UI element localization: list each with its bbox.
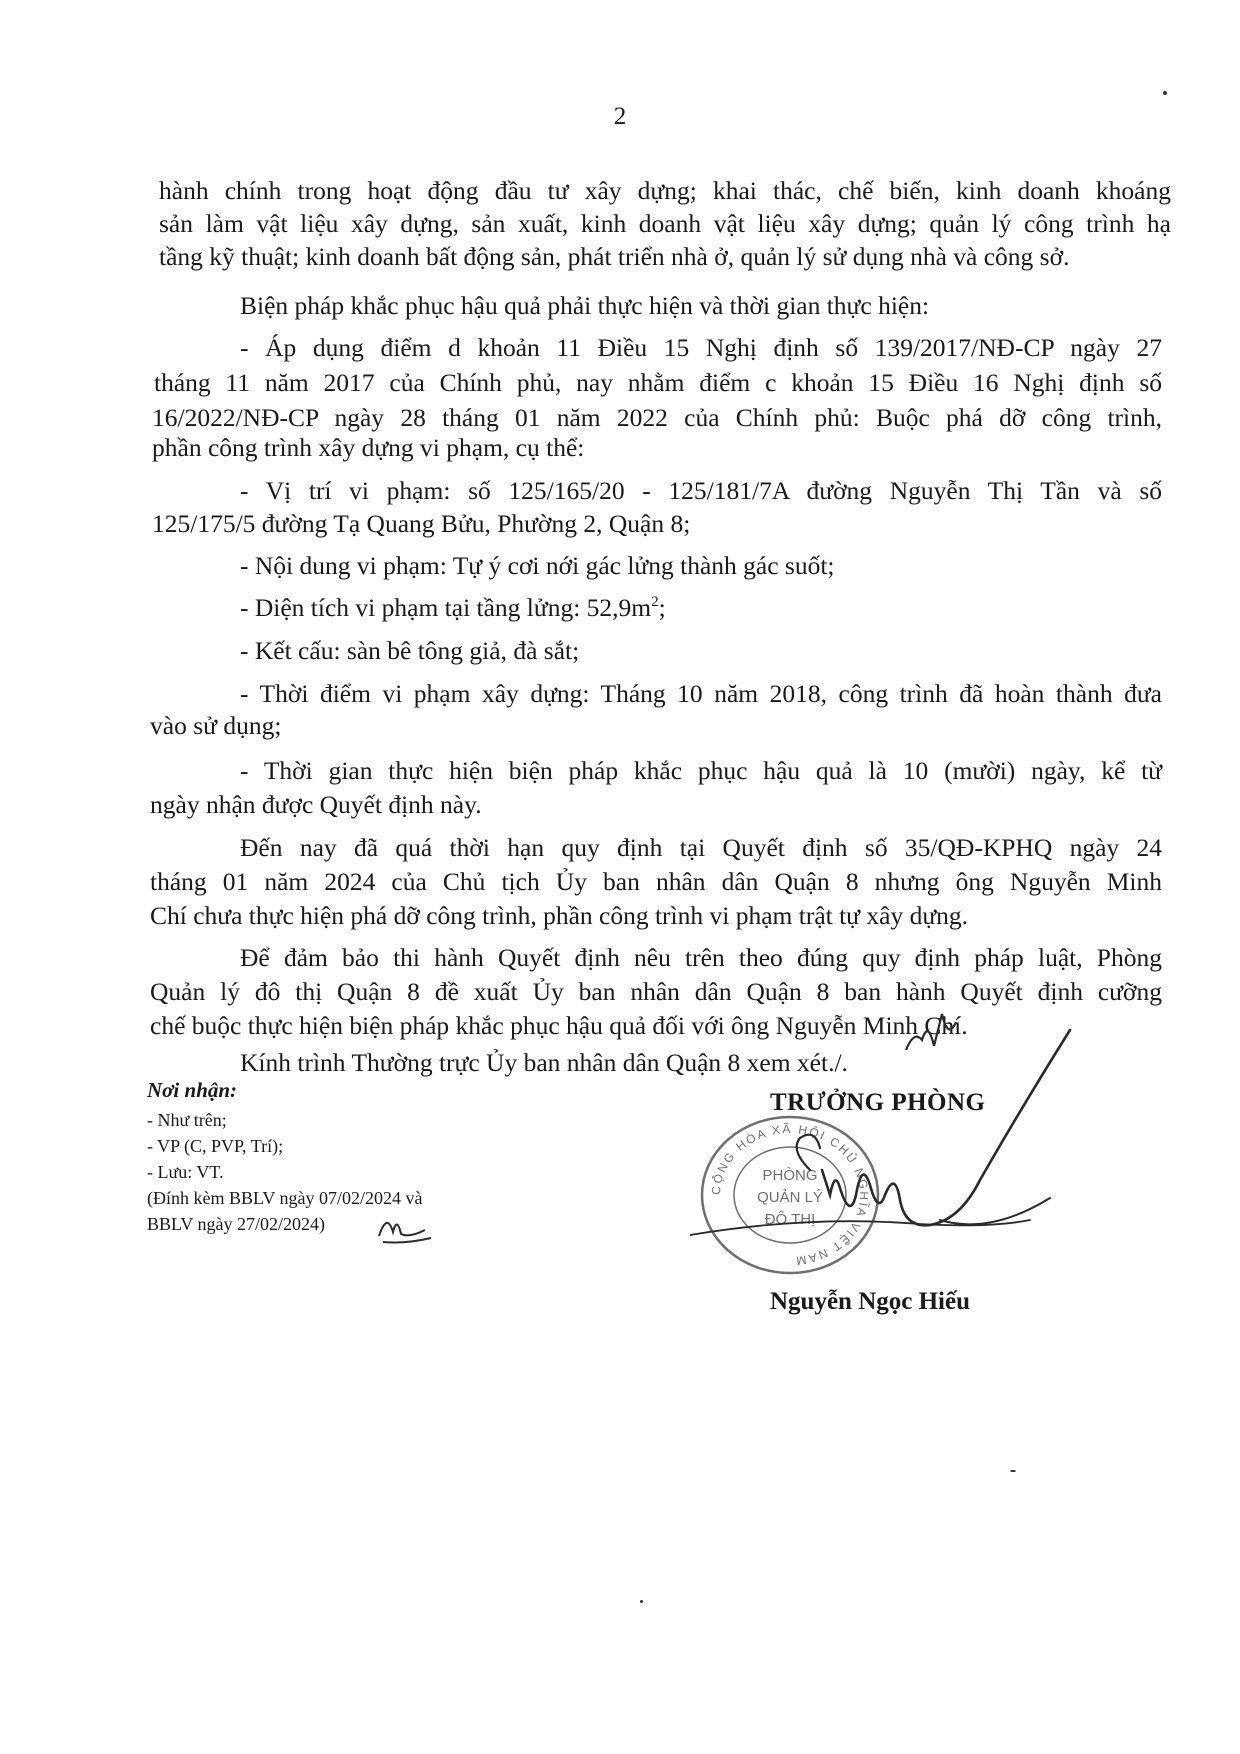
body-line: - Kết cấu: sàn bê tông giả, đà sắt; <box>240 636 580 665</box>
body-line: - Áp dụng điểm d khoản 11 Điều 15 Nghị định số 139/2017/NĐ-CP ngày 27 <box>240 333 1162 362</box>
body-line: ngày nhận được Quyết định này. <box>150 790 482 819</box>
body-line: Biện pháp khắc phục hậu quả phải thực hiện và thời gian thực hiện: <box>240 291 930 320</box>
initials-mark <box>375 1208 435 1248</box>
recipient-item: BBLV ngày 27/02/2024) <box>147 1214 326 1234</box>
recipient-item: (Đính kèm BBLV ngày 07/02/2024 và <box>147 1188 423 1208</box>
body-line: Chí chưa thực hiện phá dỡ công trình, phần công trình vi phạm trật tự xây dựng. <box>150 901 969 930</box>
body-line: - Nội dung vi phạm: Tự ý cơi nới gác lửng thành gác suốt; <box>240 551 835 580</box>
body-line: tầng kỹ thuật; kinh doanh bất động sản, phát triển nhà ở, quản lý sử dụng nhà và công sở. <box>159 242 1070 271</box>
seal-center-line: QUẢN LÝ <box>757 1189 823 1206</box>
scan-speck <box>1163 91 1167 95</box>
body-line: - Thời gian thực hiện biện pháp khắc phục hậu quả là 10 (mười) ngày, kể từ <box>240 756 1162 785</box>
body-line: 16/2022/NĐ-CP ngày 28 tháng 01 năm 2022 của Chính phủ: Buộc phá dỡ công trình, <box>152 403 1162 432</box>
body-line: 125/175/5 đường Tạ Quang Bửu, Phường 2, Quận 8; <box>152 509 691 538</box>
body-line: - Vị trí vi phạm: số 125/165/20 - 125/181/7A đường Nguyễn Thị Tần và số <box>240 476 1162 505</box>
area-superscript: 2 <box>651 594 659 610</box>
body-line: Đến nay đã quá thời hạn quy định tại Quyết định số 35/QĐ-KPHQ ngày 24 <box>240 833 1162 862</box>
body-line: Kính trình Thường trực Ủy ban nhân dân Quận 8 xem xét./. <box>240 1048 848 1077</box>
scan-speck <box>640 1600 643 1603</box>
body-line: Để đảm bảo thi hành Quyết định nêu trên theo đúng quy định pháp luật, Phòng <box>240 943 1162 972</box>
recipients-title: Nơi nhận: <box>147 1078 238 1102</box>
body-line: chế buộc thực hiện biện pháp khắc phục hậu quả đối với ông Nguyễn Minh Chí. <box>150 1011 968 1040</box>
signature-title: TRƯỞNG PHÒNG <box>770 1089 986 1116</box>
recipient-item: - Như trên; <box>147 1110 227 1130</box>
recipient-item: - VP (C, PVP, Trí); <box>147 1136 284 1156</box>
body-line: sản làm vật liệu xây dựng, sản xuất, kinh doanh vật liệu xây dựng; quản lý công trình hạ <box>159 209 1171 238</box>
body-line: phần công trình xây dựng vi phạm, cụ thể: <box>152 433 585 462</box>
body-line <box>240 592 666 624</box>
body-line: vào sử dụng; <box>150 711 282 740</box>
seal-center-line: ĐÔ THỊ <box>764 1211 816 1228</box>
body-line: hành chính trong hoạt động đầu tư xây dựng; khai thác, chế biến, kinh doanh khoáng <box>159 176 1171 205</box>
body-line: Quản lý đô thị Quận 8 đề xuất Ủy ban nhân dân Quận 8 ban hành Quyết định cưỡng <box>150 977 1162 1006</box>
recipient-item: - Lưu: VT. <box>147 1162 224 1182</box>
handwritten-signature <box>690 1020 1090 1280</box>
signer-name: Nguyễn Ngọc Hiếu <box>770 1288 970 1315</box>
seal-center-line: PHÒNG <box>762 1167 818 1184</box>
seal-ring-text: CỘNG HÒA XÃ HỘI CHỦ NGHĨA VIỆT NAM <box>708 1121 872 1269</box>
scan-speck <box>1010 1470 1016 1472</box>
body-line: tháng 11 năm 2017 của Chính phủ, nay nhằm điểm c khoản 15 Điều 16 Nghị định số <box>154 368 1162 397</box>
area-suffix: ; <box>658 593 666 622</box>
body-line: tháng 01 năm 2024 của Chủ tịch Ủy ban nhân dân Quận 8 nhưng ông Nguyễn Minh <box>150 867 1162 896</box>
page-number: 2 <box>613 103 627 130</box>
area-text: - Diện tích vi phạm tại tầng lửng: 52,9m <box>240 593 652 622</box>
body-line: - Thời điểm vi phạm xây dựng: Tháng 10 năm 2018, công trình đã hoàn thành đưa <box>240 679 1162 708</box>
